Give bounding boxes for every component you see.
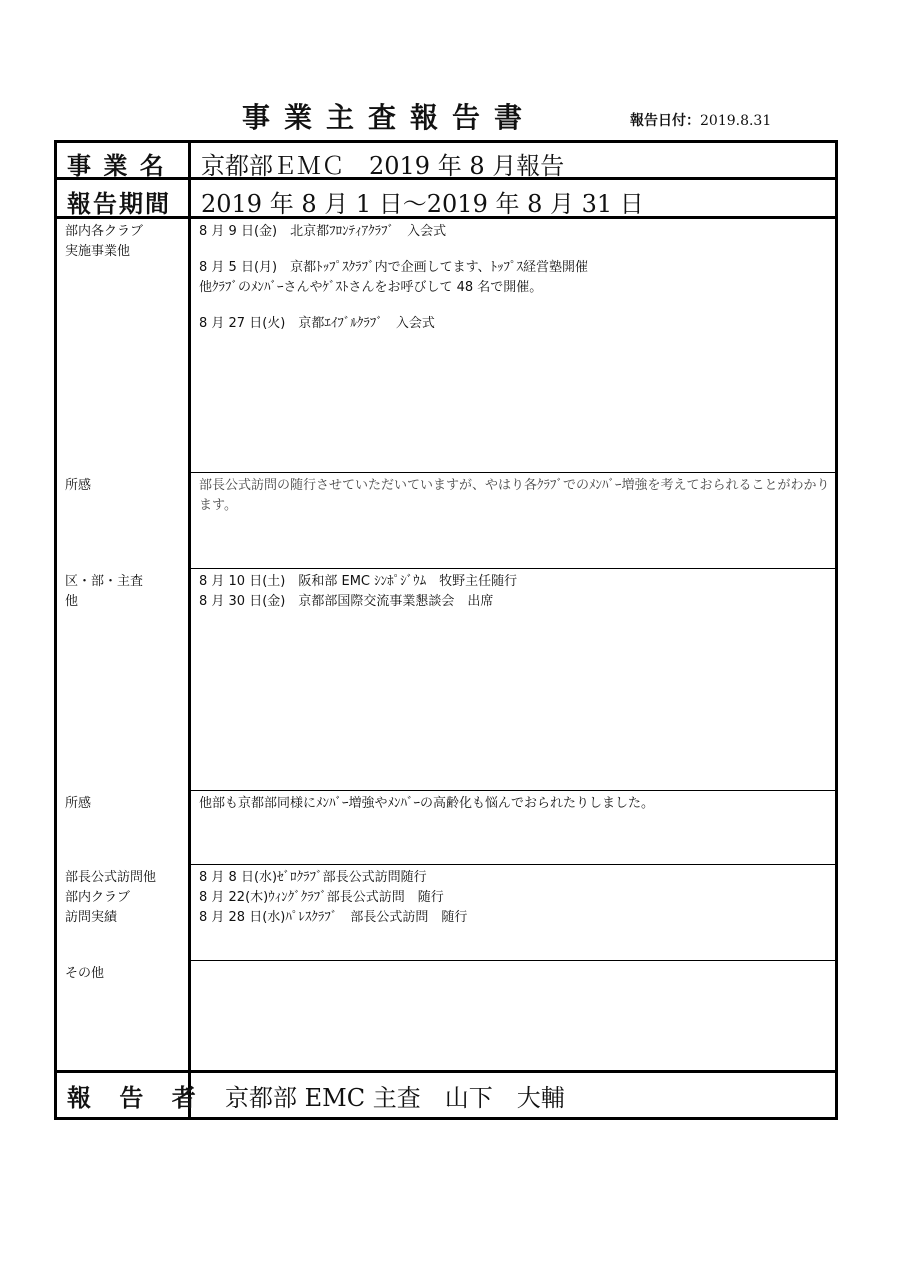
visits-label-line: 訪問実績 <box>65 910 118 925</box>
visits-line: 8 月 22(木)ｳｨﾝｸﾞｸﾗﾌﾞ部長公式訪問 随行 <box>199 890 444 905</box>
district-label <box>65 572 143 612</box>
report-date <box>630 110 771 130</box>
club-events-line: 8 月 9 日(金) 北京都ﾌﾛﾝﾃｨｱｸﾗﾌﾞ 入会式 <box>199 224 447 239</box>
impression-1-text: 部長公式訪問の随行させていただいていますが、やはり各ｸﾗﾌﾞでのﾒﾝﾊﾞｰ増強を考えておられることがわかります。 <box>199 478 830 513</box>
visits-content <box>199 868 839 928</box>
club-events-line: 8 月 27 日(火) 京都ｴｲﾌﾞﾙｸﾗﾌﾞ 入会式 <box>199 316 435 331</box>
report-table <box>54 140 838 1120</box>
row-divider <box>188 790 835 791</box>
row-divider <box>188 568 835 569</box>
district-line: 8 月 10 日(土) 阪和部 EMC ｼﾝﾎﾟｼﾞｳﾑ 牧野主任随行 <box>199 574 518 589</box>
club-events-line: 8 月 5 日(月) 京都ﾄｯﾌﾟｽｸﾗﾌﾞ内で企画してます、ﾄｯﾌﾟｽ経営塾開催 <box>199 260 589 275</box>
reporter-value: 京都部 EMC 主査 山下 大輔 <box>225 1084 565 1112</box>
report-period-label: 報告期間 <box>67 190 171 218</box>
club-events-label-line: 実施事業他 <box>65 244 131 259</box>
club-events-label <box>65 222 143 262</box>
club-events-content <box>199 222 839 334</box>
district-content <box>199 572 839 612</box>
report-date-label: 報告日付： <box>630 113 700 129</box>
report-period-value: 2019 年 8 月 1 日～2019 年 8 月 31 日 <box>201 190 644 218</box>
report-date-value: 2019.8.31 <box>700 113 772 129</box>
club-events-label-line: 部内各クラブ <box>65 224 144 239</box>
visits-label-line: 部長公式訪問他 <box>65 870 157 885</box>
district-line: 8 月 30 日(金) 京都部国際交流事業懇談会 出席 <box>199 594 494 609</box>
impression-2-label: 所感 <box>65 796 92 811</box>
business-name-label: 事 業 名 <box>67 152 166 180</box>
business-name-value: 京都部ＥＭＣ 2019 年 8 月報告 <box>201 152 565 180</box>
row-divider <box>188 960 835 961</box>
row-divider <box>188 472 835 473</box>
row-divider <box>57 1070 835 1073</box>
district-label-line: 区・部・主査 <box>65 574 144 589</box>
impression-1-label: 所感 <box>65 478 92 493</box>
visits-label <box>65 868 156 928</box>
reporter-label: 報 告 者 <box>67 1084 206 1112</box>
row-divider <box>188 864 835 865</box>
visits-line: 8 月 28 日(水)ﾊﾟﾚｽｸﾗﾌﾞ 部長公式訪問 随行 <box>199 910 468 925</box>
visits-line: 8 月 8 日(水)ｾﾞﾛｸﾗﾌﾞ部長公式訪問随行 <box>199 870 427 885</box>
visits-label-line: 部内クラブ <box>65 890 131 905</box>
page-title: 事業主査報告書 <box>242 101 537 134</box>
column-divider <box>188 143 191 1117</box>
club-events-line: 他ｸﾗﾌﾞのﾒﾝﾊﾞｰさんやｹﾞｽﾄさんをお呼びして 48 名で開催。 <box>199 280 543 295</box>
others-label: その他 <box>65 966 105 981</box>
district-label-line: 他 <box>65 594 79 609</box>
impression-2-text: 他部も京都部同様にﾒﾝﾊﾞｰ増強やﾒﾝﾊﾞｰの高齢化も悩んでおられたりしました。 <box>199 796 655 811</box>
